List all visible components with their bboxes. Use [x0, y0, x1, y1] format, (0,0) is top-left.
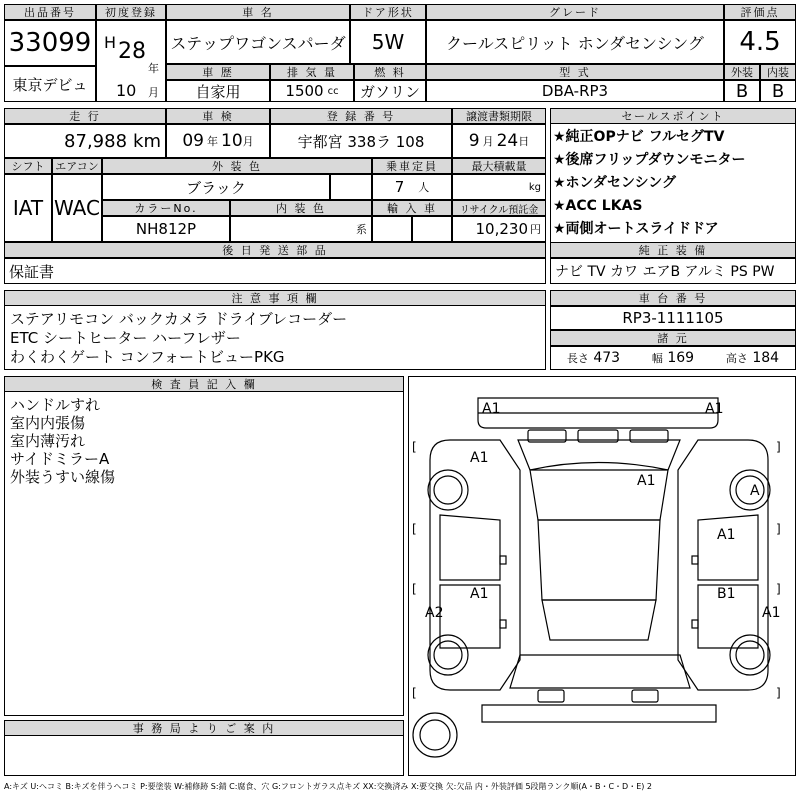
- insp-year: 09: [182, 131, 204, 151]
- specs: [550, 346, 796, 370]
- recycle-value: 10,230: [475, 220, 528, 238]
- damage-mark: B1: [717, 586, 736, 602]
- inspector-line: サイドミラーA: [10, 450, 110, 468]
- bracket-mark: [: [412, 440, 417, 454]
- equipment: ナビ TV カワ エアB アルミ PS PW: [550, 258, 796, 284]
- lot-label: 出品番号: [4, 4, 96, 20]
- damage-mark: A2: [425, 605, 444, 621]
- sales-item: ★ホンダセンシング: [553, 175, 677, 191]
- month: 10: [116, 81, 137, 100]
- height-label: 高さ: [725, 352, 748, 365]
- bracket-mark: [: [412, 522, 417, 536]
- ac-label: エアコン: [52, 158, 102, 174]
- later-parts-label: 後 日 発 送 部 品: [4, 242, 546, 258]
- shift-label: シフト: [4, 158, 52, 174]
- capacity-value: 7: [394, 178, 405, 196]
- sales-label: セールスポイント: [550, 108, 796, 124]
- width: 169: [667, 350, 695, 366]
- recycle-unit: 円: [530, 223, 541, 236]
- era: H: [104, 33, 117, 52]
- name-label: 車 名: [166, 4, 350, 20]
- first-reg-label: 初度登録: [96, 4, 166, 20]
- insp-month-unit: 月: [242, 135, 254, 148]
- legend: A:キズ U:ヘコミ B:キズを伴うヘコミ P:要塗装 W:補修跡 S:錆 C:腐食、穴 G:フロントガラス点キズ XX:交換済み X:要交換 欠:欠品 内・外装評価 5段階ランク順(A・B・C・D・E) 2: [4, 782, 653, 791]
- transfer-month: 9: [468, 131, 480, 151]
- load-label: 最大積載量: [452, 158, 546, 174]
- later-parts: 保証書: [4, 258, 546, 284]
- damage-mark: A1: [762, 605, 781, 621]
- damage-mark: A1: [717, 527, 736, 543]
- lot-number: 33099: [4, 20, 96, 66]
- transfer-label: 譲渡書類期限: [452, 108, 546, 124]
- inspection: [166, 124, 270, 158]
- damage-mark: A: [750, 483, 760, 499]
- damage-diagram: [408, 376, 796, 776]
- door-label: ドア形状: [350, 4, 426, 20]
- notes-line: ステアリモコン バックカメラ ドライブレコーダー: [10, 310, 348, 328]
- width-label: 幅: [651, 352, 663, 365]
- length: 473: [593, 350, 621, 366]
- grade: クールスピリット ホンダセンシング: [426, 20, 724, 64]
- sales-item: ★純正OPナビ フルセグTV: [553, 129, 725, 145]
- chassis-number: RP3-1111105: [550, 306, 796, 330]
- ext-label: 外装: [724, 64, 760, 80]
- displacement: [270, 80, 354, 102]
- equipment-label: 純 正 装 備: [550, 242, 796, 258]
- model: DBA-RP3: [426, 80, 724, 102]
- int-label: 内装: [760, 64, 796, 80]
- int-grade: B: [760, 80, 796, 102]
- transfer-day: 24: [496, 131, 519, 151]
- office-label: 事 務 局 よ り ご 案 内: [4, 720, 404, 736]
- mileage-value: 87,988: [64, 130, 128, 152]
- color-no-label: カラーNo.: [102, 200, 230, 216]
- length-label: 長さ: [566, 352, 589, 365]
- int-color-unit: 系: [356, 223, 367, 236]
- notes-line: わくわくゲート コンフォートビューPKG: [10, 348, 285, 366]
- notes-label: 注 意 事 項 欄: [4, 290, 546, 306]
- capacity: [372, 174, 452, 200]
- transfer-day-unit: 日: [518, 135, 530, 148]
- capacity-unit: 人: [418, 181, 430, 194]
- damage-mark: A1: [482, 401, 501, 417]
- bracket-mark: ]: [776, 440, 781, 454]
- grade-label: グレード: [426, 4, 724, 20]
- sales-item: ★ACC LKAS: [553, 198, 643, 214]
- damage-mark: A1: [705, 401, 724, 417]
- mileage-label: 走 行: [4, 108, 166, 124]
- inspection-label: 車 検: [166, 108, 270, 124]
- height: 184: [752, 350, 780, 366]
- import-label: 輸 入 車: [372, 200, 452, 216]
- car-name: ステップワゴンスパーダ: [166, 20, 350, 64]
- int-color: [230, 216, 372, 242]
- int-color-label: 内 装 色: [230, 200, 372, 216]
- inspector-label: 検 査 員 記 入 欄: [4, 376, 404, 392]
- inspector-line: 室内内張傷: [10, 414, 86, 432]
- insp-month: 10: [221, 131, 243, 151]
- history-label: 車 歴: [166, 64, 270, 80]
- year: 28: [118, 39, 146, 64]
- plate-label: 登 録 番 号: [270, 108, 452, 124]
- color: ブラック: [102, 174, 330, 200]
- ac: WAC: [52, 174, 102, 242]
- disp-value: 1500: [285, 82, 324, 100]
- fuel: ガソリン: [354, 80, 426, 102]
- load: [452, 174, 546, 200]
- venue: 東京デビュ: [4, 66, 96, 102]
- damage-mark: A1: [470, 450, 489, 466]
- import-extra: [412, 216, 452, 242]
- insp-year-unit: 年: [207, 135, 218, 148]
- score-label: 評価点: [724, 4, 796, 20]
- specs-label: 諸 元: [550, 330, 796, 346]
- bracket-mark: ]: [776, 582, 781, 596]
- transfer-month-unit: 月: [482, 135, 494, 148]
- door: 5W: [350, 20, 426, 64]
- month-unit: 月: [148, 86, 159, 99]
- damage-mark: A1: [470, 586, 489, 602]
- sales-item: ★後席フリップダウンモニター: [553, 152, 746, 168]
- inspector-line: 室内薄汚れ: [10, 432, 86, 450]
- chassis-label: 車 台 番 号: [550, 290, 796, 306]
- model-label: 型 式: [426, 64, 724, 80]
- plate: 宇都宮 338ラ 108: [270, 124, 452, 158]
- ext-grade: B: [724, 80, 760, 102]
- disp-label: 排 気 量: [270, 64, 354, 80]
- recycle-label: リサイクル預託金: [452, 200, 546, 216]
- inspector-line: 外装うすい線傷: [10, 468, 116, 486]
- fuel-label: 燃 料: [354, 64, 426, 80]
- history: 自家用: [166, 80, 270, 102]
- load-unit: kg: [528, 181, 541, 193]
- sales-item: ★両側オートスライドドア: [553, 221, 719, 237]
- import: [372, 216, 412, 242]
- bracket-mark: [: [412, 582, 417, 596]
- bracket-mark: ]: [776, 686, 781, 700]
- year-unit: 年: [148, 62, 159, 75]
- mileage: [4, 124, 166, 158]
- score: 4.5: [724, 20, 796, 64]
- color-no: NH812P: [102, 216, 230, 242]
- color-extra-cell: [330, 174, 372, 200]
- mileage-unit: km: [133, 130, 161, 152]
- shift: IAT: [4, 174, 52, 242]
- bracket-mark: ]: [776, 522, 781, 536]
- bracket-mark: [: [412, 686, 417, 700]
- capacity-label: 乗車定員: [372, 158, 452, 174]
- disp-unit: cc: [327, 85, 339, 97]
- transfer-deadline: [452, 124, 546, 158]
- notes-line: ETC シートヒーター ハーフレザー: [10, 329, 241, 347]
- color-label: 外 装 色: [102, 158, 372, 174]
- damage-mark: A1: [637, 473, 656, 489]
- recycle: [452, 216, 546, 242]
- inspector-line: ハンドルすれ: [10, 396, 101, 414]
